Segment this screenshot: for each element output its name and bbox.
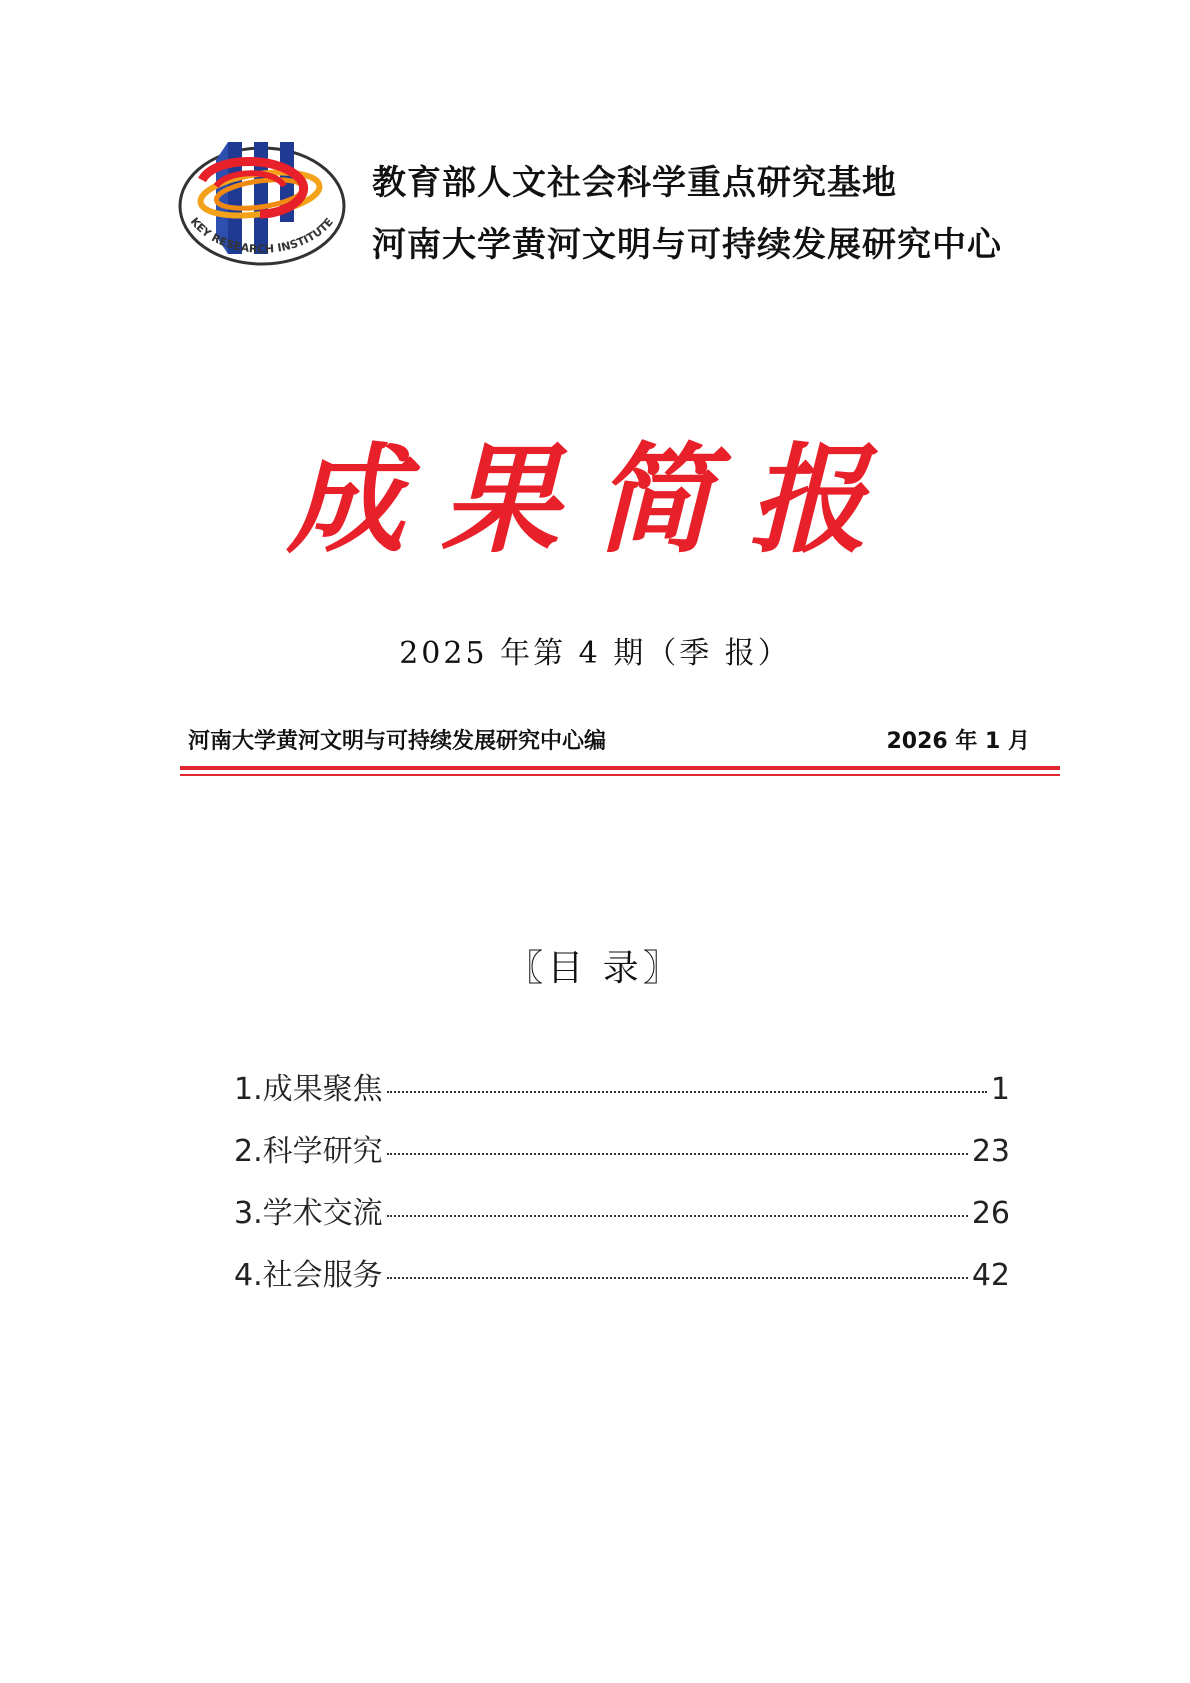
divider-thin (180, 774, 1060, 776)
toc-item-page: 1 (990, 1072, 1010, 1107)
toc-leader-dots (387, 1277, 968, 1279)
divider-thick (180, 766, 1060, 770)
toc-item[interactable] (234, 1126, 1010, 1188)
toc-leader-dots (387, 1215, 968, 1217)
toc-item-label: 4.社会服务 (234, 1258, 383, 1293)
publication-date: 2026 年 1 月 (886, 729, 1030, 754)
toc-leader-dots (387, 1153, 968, 1155)
toc-item[interactable] (234, 1064, 1010, 1126)
bulletin-title: 成果简报 (286, 430, 903, 569)
toc-item[interactable] (234, 1188, 1010, 1250)
institute-logo (176, 140, 348, 272)
toc-item[interactable] (234, 1250, 1010, 1312)
issue-number: 2025 年第 4 期（季 报） (399, 636, 791, 671)
toc-heading: 〖目 录〗 (507, 948, 683, 989)
editor-credit: 河南大学黄河文明与可持续发展研究中心编 (188, 729, 607, 754)
toc-item-label: 3.学术交流 (234, 1196, 383, 1231)
institute-header (372, 152, 1002, 276)
logo-text: KEY RESEARCH INSTITUTE (187, 215, 336, 256)
toc-item-page: 42 (971, 1258, 1010, 1293)
toc-leader-dots (387, 1091, 987, 1093)
header-line-2: 河南大学黄河文明与可持续发展研究中心 (372, 225, 1002, 265)
header-line-1: 教育部人文社会科学重点研究基地 (372, 163, 897, 203)
table-of-contents (234, 1064, 1010, 1312)
toc-item-label: 2.科学研究 (234, 1134, 383, 1169)
toc-item-label: 1.成果聚焦 (234, 1072, 383, 1107)
toc-item-page: 26 (971, 1196, 1010, 1231)
toc-item-page: 23 (971, 1134, 1010, 1169)
